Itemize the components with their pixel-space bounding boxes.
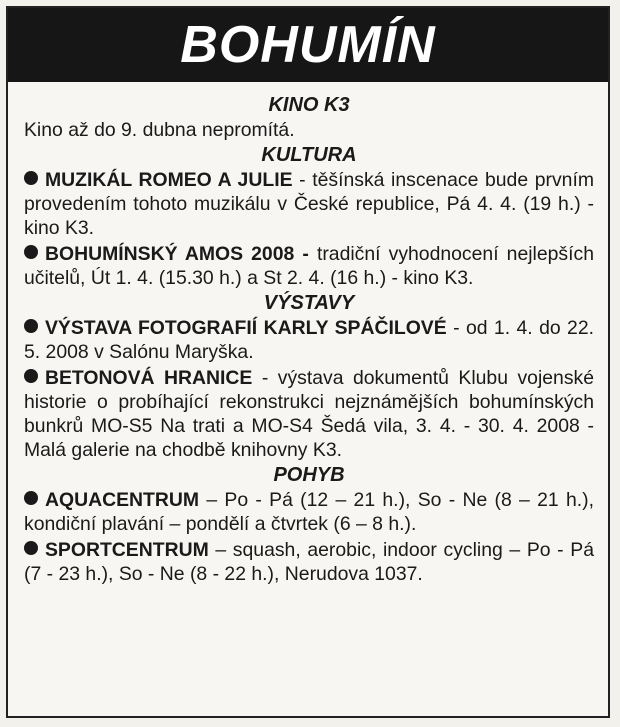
bullet-icon — [24, 369, 38, 383]
event-details: - těšínská inscenace bude prvním provedením tohoto muzikálu v České republice, Pá 4. 4. (19 h.) - kino K3. — [24, 169, 594, 239]
event-title: BOHUMÍNSKÝ AMOS 2008 - — [45, 243, 309, 265]
listing-clipping — [6, 6, 610, 718]
event-title: BETONOVÁ HRANICE — [45, 367, 253, 389]
event-item — [24, 488, 594, 536]
section-heading-kultura: KULTURA — [261, 144, 357, 166]
masthead — [8, 8, 608, 82]
event-details: - od 1. 4. do 22. 5. 2008 v Salónu Maryška. — [24, 317, 594, 363]
bullet-icon — [24, 491, 38, 505]
event-item — [24, 242, 594, 290]
bullet-icon — [24, 541, 38, 555]
event-details: tradiční vyhodnocení nejlepších učitelů, Út 1. 4. (15.30 h.) a St 2. 4. (16 h.) - kino K3. — [24, 243, 594, 289]
kino-note: Kino až do 9. dubna nepromítá. — [24, 119, 295, 141]
section-heading-pohyb: POHYB — [273, 464, 345, 486]
event-details: – Po - Pá (12 – 21 h.), So - Ne (8 – 21 h.), kondiční plavání – pondělí a čtvrtek (6 – 8 h.). — [24, 489, 594, 535]
event-item — [24, 538, 594, 586]
listing-body — [8, 82, 608, 586]
event-title: VÝSTAVA FOTOGRAFIÍ KARLY SPÁČILOVÉ — [45, 317, 447, 339]
section-heading-kino: KINO K3 — [268, 94, 350, 116]
event-title: MUZIKÁL ROMEO A JULIE — [45, 169, 293, 191]
event-details: - výstava dokumentů Klubu vojenské historie o probíhající rekonstrukci nejznámějších bohumínských bunkrů MO-S5 Na trati a MO-S4 Šedá vila, 3. 4. - 30. 4. 2008 - Malá galerie na chodbě knihovny K3. — [24, 367, 594, 461]
bullet-icon — [24, 245, 38, 259]
event-title: AQUACENTRUM — [45, 489, 200, 511]
event-item — [24, 316, 594, 364]
event-title: SPORTCENTRUM — [45, 539, 209, 561]
event-item — [24, 168, 594, 240]
event-item — [24, 366, 594, 462]
section-heading-vystavy: VÝSTAVY — [263, 292, 355, 314]
event-details: – squash, aerobic, indoor cycling – Po - Pá (7 - 23 h.), So - Ne (8 - 22 h.), Nerudova 1037. — [24, 539, 594, 585]
bullet-icon — [24, 171, 38, 185]
bullet-icon — [24, 319, 38, 333]
town-title: BOHUMÍN — [180, 16, 436, 74]
